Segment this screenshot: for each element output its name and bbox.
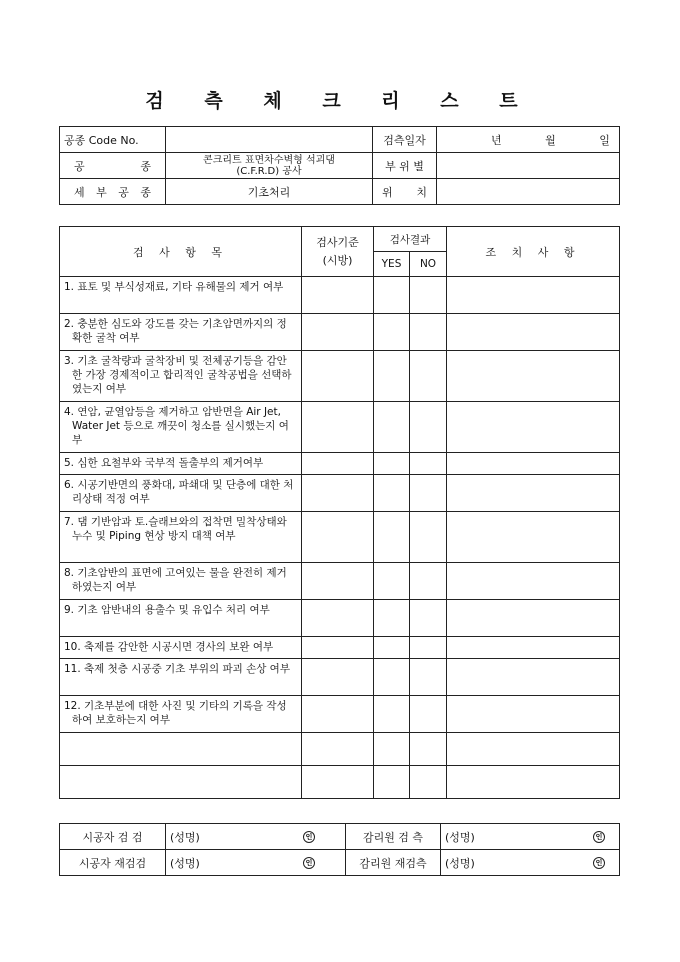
no-cell[interactable] [410,475,447,512]
yes-cell[interactable] [374,277,410,314]
work-type-line2: (C.F.R.D) 공사 [236,165,302,177]
seal-icon: 인 [303,857,315,869]
standard-cell[interactable] [302,512,374,563]
action-cell[interactable] [447,475,620,512]
no-cell[interactable] [410,733,447,766]
check-item-7: 7. 댐 기반암과 토.슬래브와의 접착면 밀착상태와 누수 및 Piping 현상 방지 대책 여부 [60,512,302,563]
standard-header [302,227,374,277]
seal-icon: 인 [303,831,315,843]
inspection-date-label: 검측일자 [373,127,437,153]
action-cell[interactable] [447,512,620,563]
no-cell[interactable] [410,351,447,402]
action-cell[interactable] [447,402,620,453]
no-cell[interactable] [410,659,447,696]
action-cell[interactable] [447,453,620,475]
standard-cell[interactable] [302,696,374,733]
standard-cell[interactable] [302,277,374,314]
date-day: 일 [599,133,610,147]
check-item-blank-2[interactable] [60,766,302,799]
contractor-inspect-signature[interactable] [166,824,346,850]
header-table [59,126,620,205]
check-item-blank-1[interactable] [60,733,302,766]
yes-cell[interactable] [374,563,410,600]
check-item-8: 8. 기초암반의 표면에 고여있는 물을 완전히 제거 하였는지 여부 [60,563,302,600]
check-item-2: 2. 충분한 심도와 강도를 갖는 기초암면까지의 정확한 굴착 여부 [60,314,302,351]
section-label: 부 위 별 [373,153,437,179]
standard-cell[interactable] [302,766,374,799]
action-cell[interactable] [447,696,620,733]
no-cell[interactable] [410,696,447,733]
yes-header: YES [374,252,410,277]
date-month: 월 [545,133,556,147]
contractor-reinspect-label: 시공자 재검검 [60,850,166,876]
no-cell[interactable] [410,766,447,799]
action-cell[interactable] [447,600,620,637]
inspection-date-value[interactable] [437,127,620,153]
section-value[interactable] [437,153,620,179]
yes-cell[interactable] [374,637,410,659]
work-type-label: 공 종 [60,153,166,179]
standard-cell[interactable] [302,314,374,351]
action-cell[interactable] [447,766,620,799]
check-item-5: 5. 심한 요철부와 국부적 돌출부의 제거여부 [60,453,302,475]
name-placeholder: (성명) [445,856,475,870]
checklist-table [59,226,620,799]
yes-cell[interactable] [374,402,410,453]
action-cell[interactable] [447,637,620,659]
page-title: 검 측 체 크 리 스 트 [145,90,535,112]
name-placeholder: (성명) [170,830,200,844]
location-value[interactable] [437,179,620,205]
contractor-inspect-label: 시공자 검 검 [60,824,166,850]
standard-cell[interactable] [302,733,374,766]
action-cell[interactable] [447,733,620,766]
check-item-1: 1. 표토 및 부식성재료, 기타 유해물의 제거 여부 [60,277,302,314]
work-type-line1: 콘크리트 표면차수벽형 석괴댐 [203,154,335,166]
no-cell[interactable] [410,277,447,314]
no-cell[interactable] [410,637,447,659]
supervisor-inspect-signature[interactable] [441,824,620,850]
supervisor-inspect-label: 감리원 검 측 [346,824,441,850]
result-header: 검사결과 [374,227,447,252]
no-cell[interactable] [410,453,447,475]
name-placeholder: (성명) [170,856,200,870]
yes-cell[interactable] [374,733,410,766]
detail-work-value[interactable]: 기초처리 [166,179,373,205]
item-header: 검 사 항 목 [60,227,302,277]
standard-cell[interactable] [302,453,374,475]
yes-cell[interactable] [374,475,410,512]
check-item-11: 11. 축제 첫층 시공중 기초 부위의 파괴 손상 여부 [60,659,302,696]
standard-cell[interactable] [302,475,374,512]
work-code-label: 공종 Code No. [60,127,166,153]
detail-work-label: 세 부 공 종 [60,179,166,205]
no-cell[interactable] [410,512,447,563]
work-type-value[interactable] [166,153,373,179]
no-header: NO [410,252,447,277]
check-item-10: 10. 축제를 감안한 시공시면 경사의 보완 여부 [60,637,302,659]
action-cell[interactable] [447,351,620,402]
action-cell[interactable] [447,277,620,314]
standard-cell[interactable] [302,351,374,402]
action-cell[interactable] [447,659,620,696]
no-cell[interactable] [410,563,447,600]
yes-cell[interactable] [374,453,410,475]
check-item-12: 12. 기초부분에 대한 사진 및 기타의 기록을 작성하여 보호하는지 여부 [60,696,302,733]
no-cell[interactable] [410,314,447,351]
action-cell[interactable] [447,314,620,351]
standard-cell[interactable] [302,637,374,659]
check-item-9: 9. 기초 암반내의 용출수 및 유입수 처리 여부 [60,600,302,637]
action-header: 조 치 사 항 [447,227,620,277]
standard-cell[interactable] [302,563,374,600]
signature-table [59,823,620,876]
check-item-6: 6. 시공기반면의 풍화대, 파쇄대 및 단층에 대한 처리상태 적정 여부 [60,475,302,512]
date-year: 년 [491,133,502,147]
work-code-value[interactable] [166,127,373,153]
seal-icon: 인 [593,857,605,869]
location-label: 위 치 [373,179,437,205]
yes-cell[interactable] [374,314,410,351]
name-placeholder: (성명) [445,830,475,844]
action-cell[interactable] [447,563,620,600]
standard-cell[interactable] [302,402,374,453]
contractor-reinspect-signature[interactable] [166,850,346,876]
no-cell[interactable] [410,402,447,453]
yes-cell[interactable] [374,512,410,563]
standard-cell[interactable] [302,659,374,696]
standard-header-line2: (시방) [322,253,353,267]
no-cell[interactable] [410,600,447,637]
supervisor-reinspect-label: 감리원 재검측 [346,850,441,876]
yes-cell[interactable] [374,351,410,402]
yes-cell[interactable] [374,766,410,799]
check-item-3: 3. 기초 굴착량과 굴착장비 및 전체공기등을 감안한 가장 경제적이고 합리적인 굴착공법을 선택하였는지 여부 [60,351,302,402]
check-item-4: 4. 연암, 균열암등을 제거하고 암반면을 Air Jet, Water Jet 등으로 깨끗이 청소를 실시했는지 여부 [60,402,302,453]
standard-header-line1: 검사기준 [316,235,359,249]
yes-cell[interactable] [374,659,410,696]
supervisor-reinspect-signature[interactable] [441,850,620,876]
yes-cell[interactable] [374,600,410,637]
seal-icon: 인 [593,831,605,843]
yes-cell[interactable] [374,696,410,733]
standard-cell[interactable] [302,600,374,637]
